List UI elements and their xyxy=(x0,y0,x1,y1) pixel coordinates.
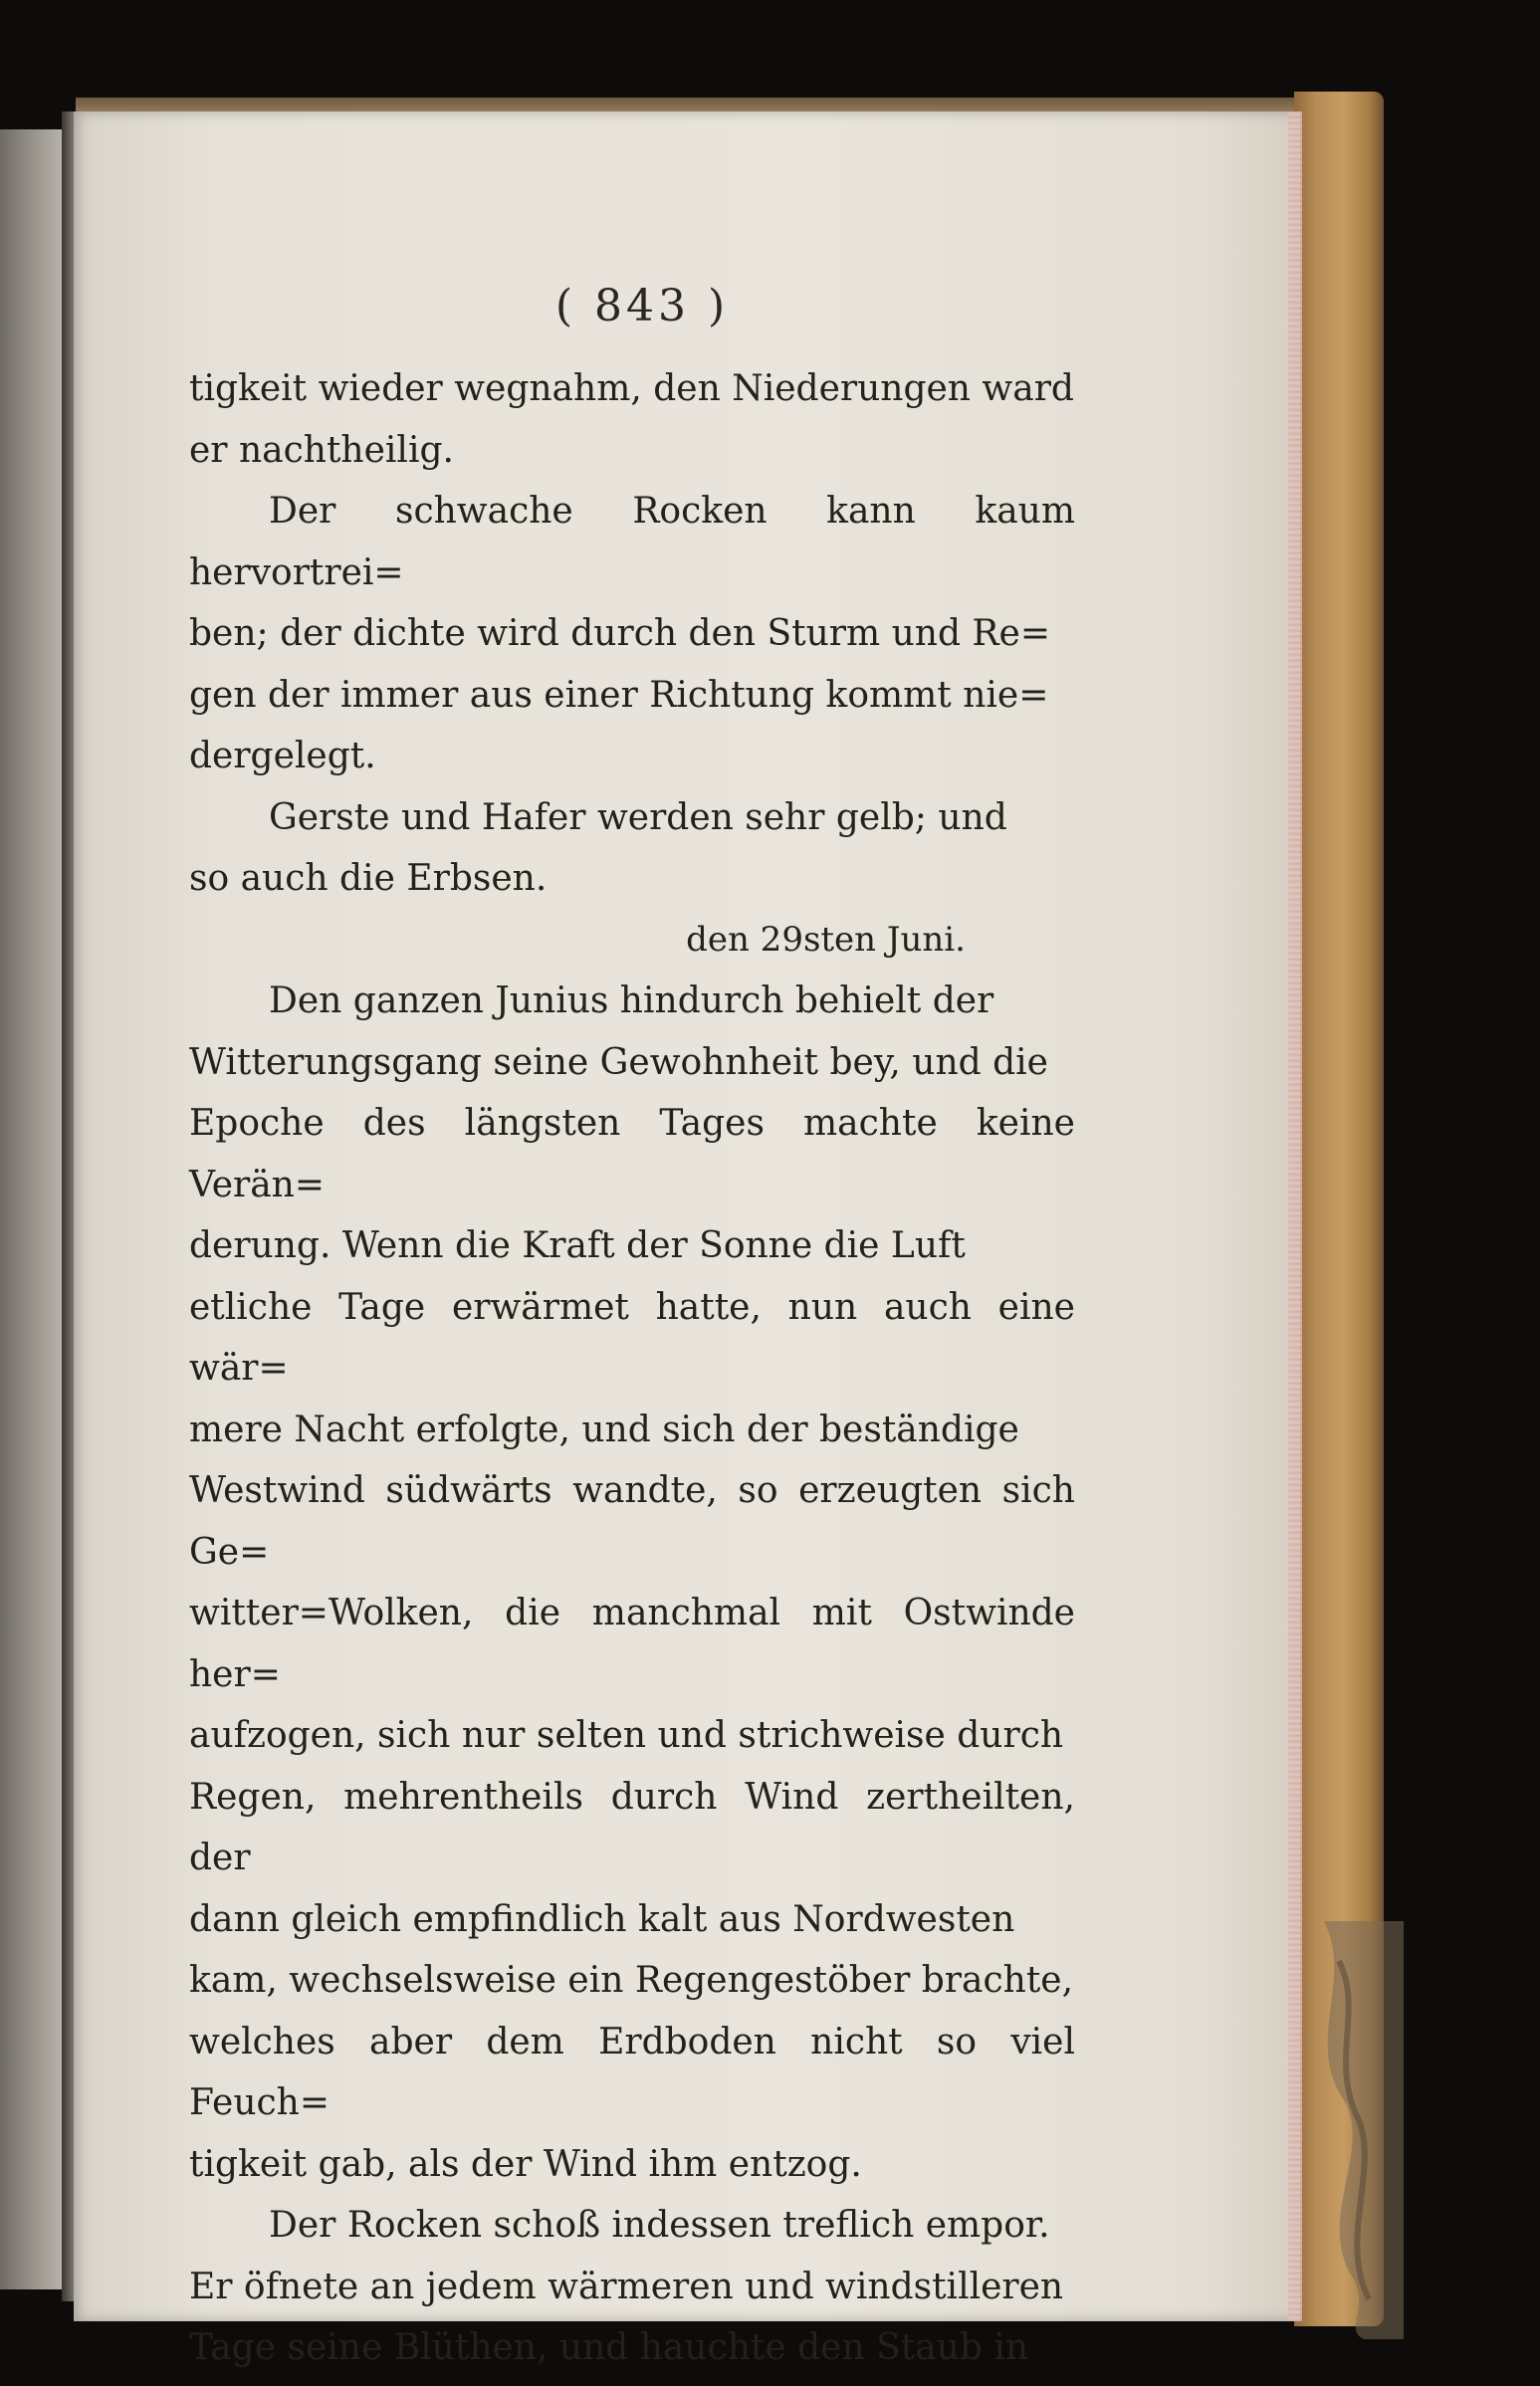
page-number: ( 843 ) xyxy=(554,281,730,331)
paragraph-3 xyxy=(189,787,1075,910)
text-line: dann gleich empfindlich kalt aus Nordwesten xyxy=(189,1898,1015,1940)
text-line: ben; der dichte wird durch den Sturm und Re= xyxy=(189,613,1051,654)
text-line: aufzogen, sich nur selten und strichweise durch xyxy=(189,1715,1064,1756)
text-line: tigkeit gab, als der Wind ihm entzog. xyxy=(189,2143,862,2185)
text-line: Epoche des längsten Tages machte keine Verän= xyxy=(189,1103,1075,1205)
text-line: witter=Wolken, die manchmal mit Ostwinde her= xyxy=(189,1593,1075,1695)
paragraph-5 xyxy=(189,2195,1075,2379)
text-line: tigkeit wieder wegnahm, den Niederungen ward xyxy=(189,368,1074,409)
text-line: mere Nacht erfolgte, und sich der beständige xyxy=(189,1409,1019,1450)
text-line: derung. Wenn die Kraft der Sonne die Luft xyxy=(189,1225,966,1266)
text-line: Der schwache Rocken kann kaum hervortrei= xyxy=(189,491,1075,593)
text-line: welches aber dem Erdboden nicht so viel Feuch= xyxy=(189,2021,1075,2123)
text-line: Tage seine Blüthen, und hauchte den Staub in xyxy=(189,2327,1029,2368)
paragraph-4 xyxy=(189,971,1075,2195)
text-line: dergelegt. xyxy=(189,736,376,776)
text-line: Den ganzen Junius hindurch behielt der xyxy=(269,980,994,1021)
text-line: Westwind südwärts wandte, so erzeugten sich Ge= xyxy=(189,1470,1075,1573)
text-line: Gerste und Hafer werden sehr gelb; und xyxy=(269,796,1007,838)
text-line: kam, wechselsweise ein Regengestöber brachte, xyxy=(189,1960,1074,2001)
left-page-edge xyxy=(0,129,64,2289)
text-line: Witterungsgang seine Gewohnheit bey, und die xyxy=(189,1041,1048,1083)
text-line: er nachtheilig. xyxy=(189,429,454,471)
text-line: Er öfnete an jedem wärmeren und windstilleren xyxy=(189,2266,1064,2307)
paragraph-2 xyxy=(189,481,1075,787)
paragraph-1 xyxy=(189,358,1075,481)
text-line: so auch die Erbsen. xyxy=(189,858,548,899)
page-text xyxy=(189,358,1075,2379)
text-line: gen der immer aus einer Richtung kommt nie= xyxy=(189,674,1049,716)
date-heading: den 29sten Juni. xyxy=(686,919,966,960)
text-line: Der Rocken schoß indessen treflich empor. xyxy=(269,2205,1050,2246)
text-line: Regen, mehrentheils durch Wind zertheilten, der xyxy=(189,1776,1075,1878)
text-line: etliche Tage erwärmet hatte, nun auch eine wär= xyxy=(189,1286,1075,1389)
worn-corner-stain xyxy=(1284,1921,1404,2339)
